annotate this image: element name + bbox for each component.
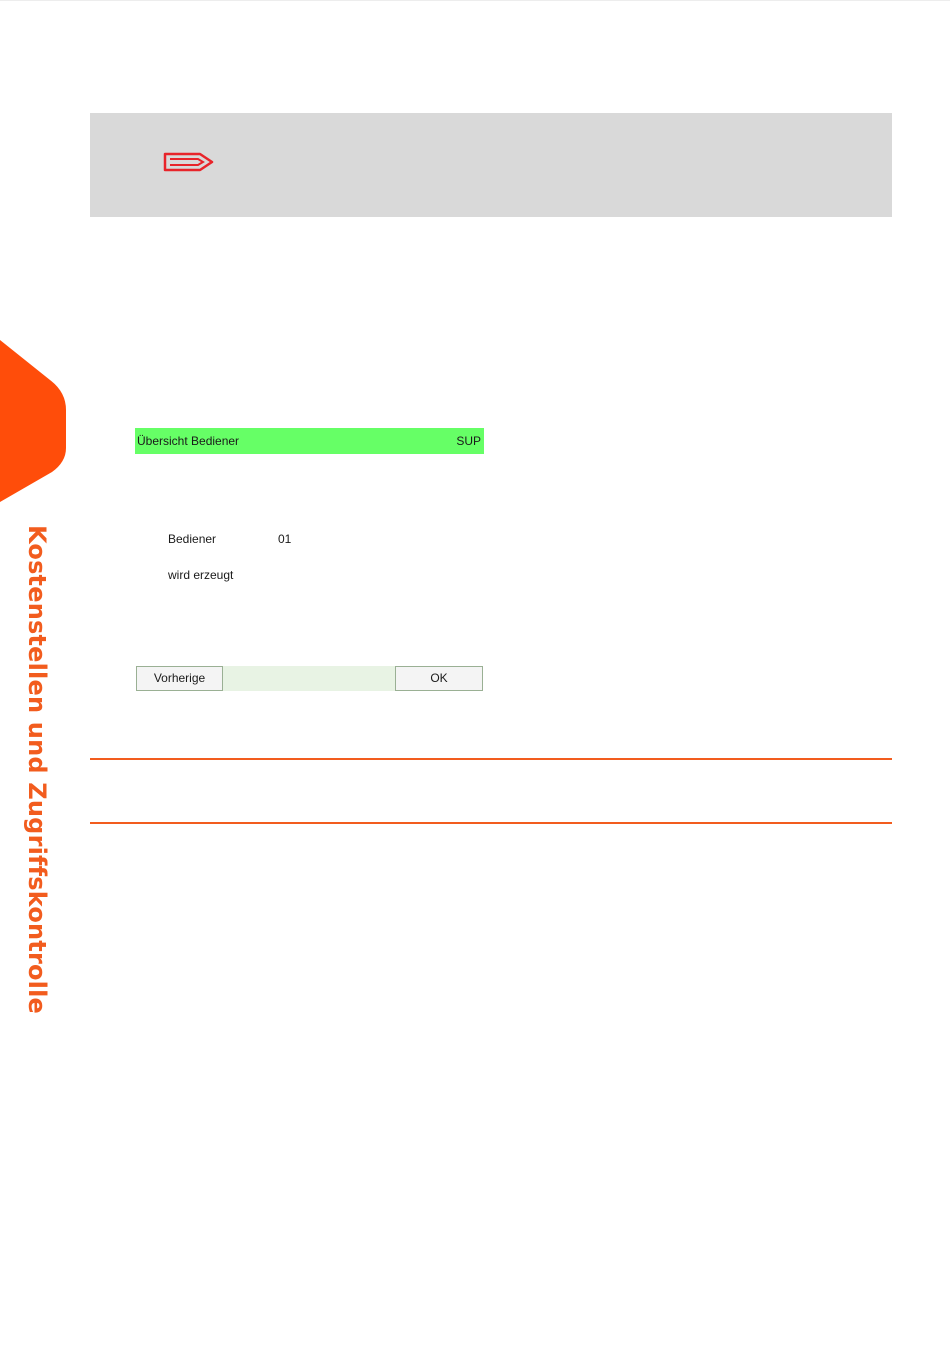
operator-value: 01 — [278, 532, 292, 546]
status-text: wird erzeugt — [168, 568, 234, 582]
screen-title: Übersicht Bediener — [137, 434, 240, 448]
note-box — [90, 113, 892, 217]
section-divider-bottom — [90, 822, 892, 824]
section-divider-top — [90, 758, 892, 760]
chapter-side-tab — [0, 340, 66, 502]
screen-footer — [136, 666, 483, 691]
screen-header — [135, 428, 484, 454]
previous-button[interactable]: Vorherige — [136, 666, 223, 691]
operator-label: Bediener — [168, 532, 217, 546]
device-screen — [135, 428, 484, 693]
ok-button[interactable]: OK — [395, 666, 483, 691]
note-pointer-icon — [162, 149, 216, 175]
page-top-line — [0, 0, 950, 1]
chapter-side-label: Kostenstellen und Zugriffskontrolle — [23, 525, 51, 1015]
user-role-badge: SUP — [456, 434, 481, 448]
